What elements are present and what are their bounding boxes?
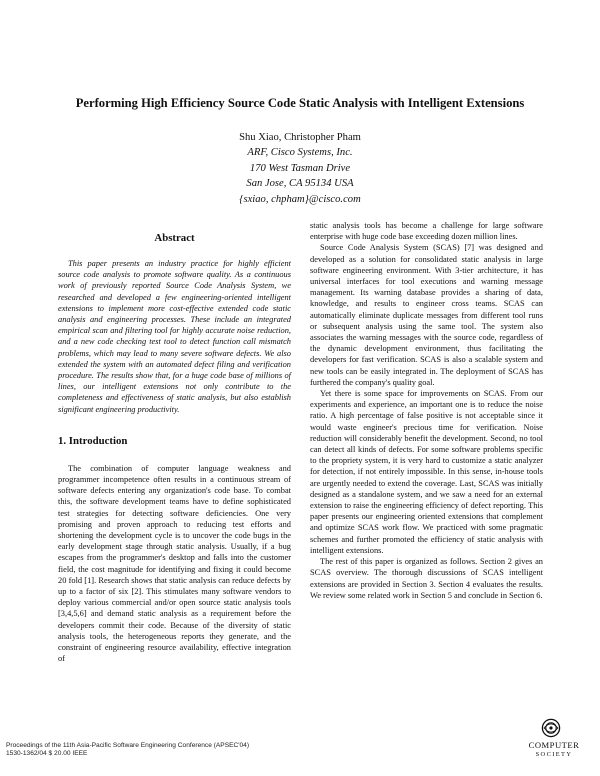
introduction-paragraph-1: The combination of computer language weakness and programmer incompetence often results in a continuous stream of software defects entering any organization's code base. To combat this, the software development teams have to define sophisticated test strategies for detecting software deficiencies. One very promising and proven approach to reducing test efforts and shortening the development cycle is to uncover the code bugs in the early development stage through static analysis. Usually, if a bug escapes from the programmer's desktop and falls into the customer field, the cost magnitude for identifying and fixing it could become 20 fold [1]. Research shows that static analysis can reduce defects by up to a factor of six [2]. This stimulates many software vendors to deploy various commercial and/or open source static analysis tools [3,4,5,6] and demand static analysis as a requirement before the developers commit their code. Because of the diversity of static analysis tools, the heterogeneous reports they generate, and the constraint of engineering resource availability, effective integration of — [58, 463, 291, 664]
author-email: {sxiao, chpham}@cisco.com — [239, 193, 361, 205]
introduction-continued: static analysis tools has become a challenge for large software enterprise with huge code base exceeding dozen million lines. — [310, 221, 543, 242]
paper-title: Performing High Efficiency Source Code Static Analysis with Intelligent Extensions — [75, 96, 525, 110]
abstract-heading: Abstract — [154, 232, 195, 244]
introduction-paragraph-2: Source Code Analysis System (SCAS) [7] was designed and developed as a solution for consolidated static analysis in large software engineering environment. With 3-tier architecture, it has universal interfaces for tool executions and warning message management. Its warning database provides a sharing of data, knowledge, and results to engineer cross teams. SCAS can automatically eliminate duplicate messages from different tool runs or subsequent analysis using the same tool. The system also associates the warning messages with the source code, regardless of the dynamic development environment, thus facilitating the developers for fast verification. SCAS is also a scalable system and new tools can be easily integrated in. The deployment of SCAS has furthered the company's quality goal. — [310, 243, 543, 387]
author-street: 170 West Tasman Drive — [249, 162, 351, 174]
page-footer — [6, 742, 249, 759]
logo-computer-text: COMPUTER — [528, 740, 580, 750]
right-column — [310, 220, 543, 601]
left-column — [58, 232, 291, 665]
introduction-paragraph-4: The rest of this paper is organized as follows. Section 2 gives an SCAS overview. The thorough discussions of SCAS intelligent extensions are provided in Section 3. Section 4 evaluates the results. We review some related work in Section 5 and conclude in Section 6. — [310, 557, 543, 600]
footer-proceedings: Proceedings of the 11th Asia-Pacific Software Engineering Conference (APSEC'04) — [6, 742, 250, 749]
author-affiliation: ARF, Cisco Systems, Inc. — [247, 147, 353, 159]
footer-issn: 1530-1362/04 $ 20.00 IEEE — [6, 750, 88, 758]
author-names: Shu Xiao, Christopher Pham — [239, 132, 361, 143]
abstract-text: This paper presents an industry practice for highly efficient source code analysis to promote software quality. As a continuous work of previously reported Source Code Analysis System, we researched and developed a few engineering-oriented intelligent extensions to implement more cost-effective extended code static analysis and engineering processes. These include an integrated empirical scan and filtering tool for highly accurate noise reduction, and a new code checking test tool to detect function call mismatch problems, which may lead to many severe software defects. We also extended the system with an automated defect filing and verification procedure. The results show that, for a huge code base of millions of lines, our intelligent extensions not only contribute to the completeness and effectiveness of static analysis, but also establish significant engineering productivity. — [58, 259, 291, 414]
ieee-computer-society-logo-icon — [541, 718, 561, 738]
author-block — [150, 130, 450, 207]
introduction-heading: 1. Introduction — [58, 434, 128, 447]
logo-society-text: SOCIETY — [535, 751, 573, 758]
computer-society-logo — [519, 718, 589, 766]
introduction-paragraph-3: Yet there is some space for improvements on SCAS. From our experiments and experience, an important one is to reduce the noise ratio. A high percentage of false positive is not acceptable since it would waste engineer's precious time for verification. Noise reduction will considerably benefit the development. Second, no tool can detect all kinds of defects. For some software problems specific to the propriety system, it is very hard to customize a static analyzer for detection, if not entirely impossible. In this sense, in-house tools are urgently needed to extend the coverage. Last, SCAS was initially designed as a standalone system, and we saw a need for an external extension to raise the engineering efficiency of defect reporting. This paper presents our engineering oriented extensions that complement and optimize SCAS work flow. We practiced with some pragmatic schemes and further promoted the efficiency of static analysis with intelligent extensions. — [310, 389, 543, 555]
author-city: San Jose, CA 95134 USA — [246, 178, 354, 190]
